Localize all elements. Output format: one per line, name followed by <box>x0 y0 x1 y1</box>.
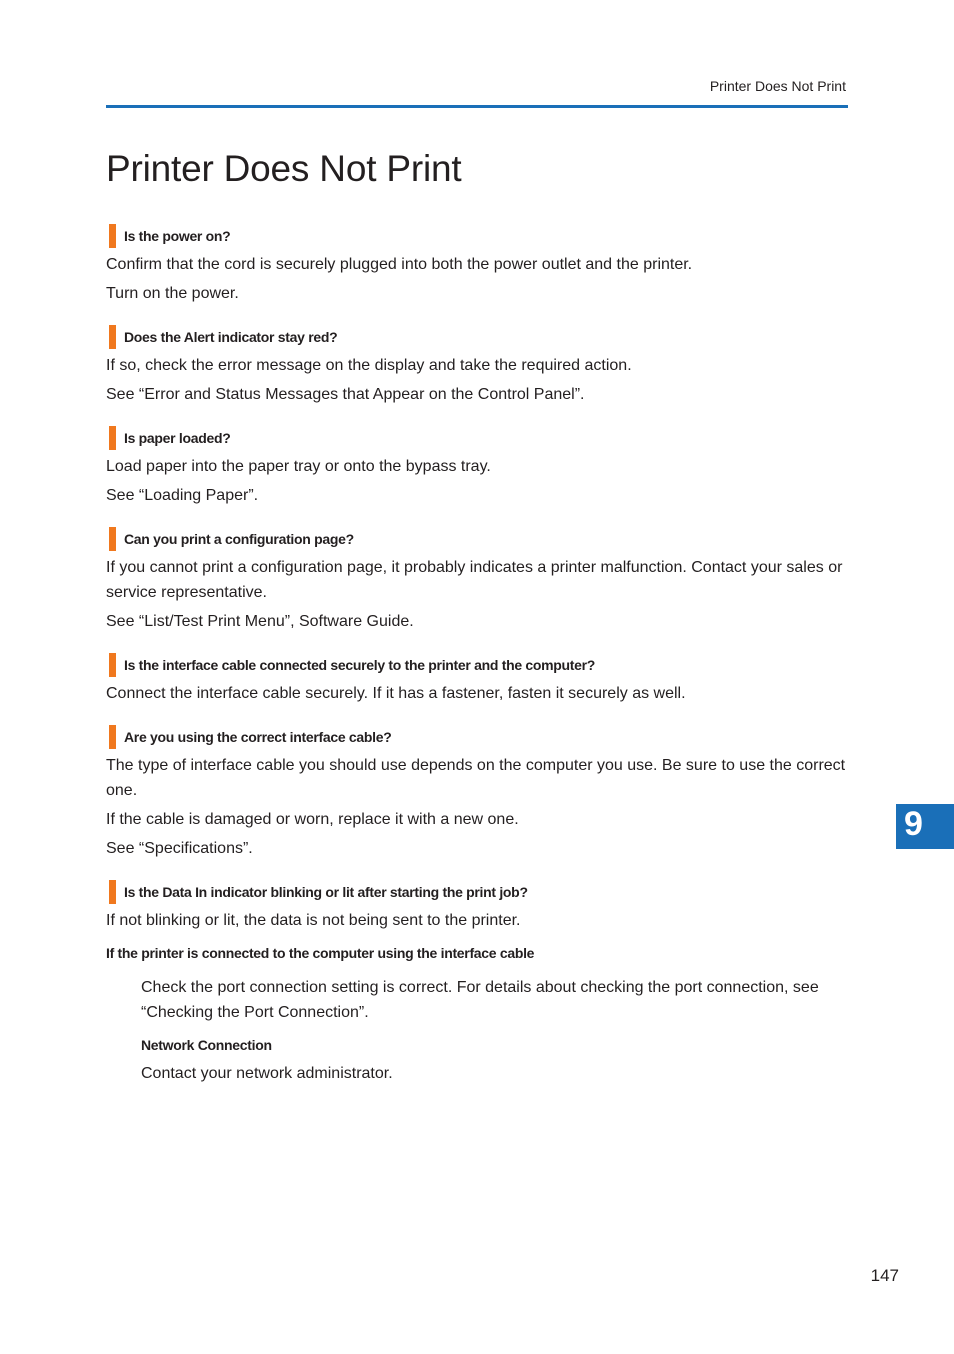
content-body <box>106 224 851 1105</box>
subheading: If the printer is connected to the computer using the interface cable <box>106 945 535 961</box>
paragraph: If you cannot print a configuration page, it probably indicates a printer malfunction. Contact your sales or service representative. <box>106 559 843 601</box>
subheading-network-connection: Network Connection <box>141 1037 272 1053</box>
heading-text: Is the Data In indicator blinking or lit after starting the print job? <box>124 884 528 900</box>
heading-marker <box>109 224 116 248</box>
section-paper-loaded <box>106 426 851 508</box>
section-heading <box>106 325 851 349</box>
running-header: Printer Does Not Print <box>709 78 846 94</box>
paragraph: The type of interface cable you should use depends on the computer you use. Be sure to use the correct one. <box>106 757 846 799</box>
heading-marker <box>109 880 116 904</box>
paragraph: If so, check the error message on the display and take the required action. <box>106 357 632 374</box>
section-interface-cable-connected <box>106 653 851 706</box>
page-number: 147 <box>870 1266 899 1285</box>
section-heading <box>106 224 851 248</box>
heading-text: Is the power on? <box>124 228 231 244</box>
section-heading <box>106 426 851 450</box>
heading-marker <box>109 325 116 349</box>
heading-text: Are you using the correct interface cable? <box>124 729 392 745</box>
paragraph: Turn on the power. <box>106 285 239 302</box>
heading-marker <box>109 426 116 450</box>
section-power <box>106 224 851 306</box>
paragraph: If not blinking or lit, the data is not being sent to the printer. <box>106 912 521 929</box>
paragraph: Confirm that the cord is securely plugged into both the power outlet and the printer. <box>106 256 693 273</box>
paragraph: Load paper into the paper tray or onto the bypass tray. <box>106 458 491 475</box>
heading-text: Is the interface cable connected securely to the printer and the computer? <box>124 657 596 673</box>
heading-text: Can you print a configuration page? <box>124 531 354 547</box>
heading-marker <box>109 725 116 749</box>
heading-marker <box>109 527 116 551</box>
section-configuration-page <box>106 527 851 634</box>
indented-block <box>106 975 851 1086</box>
section-alert-indicator <box>106 325 851 407</box>
section-data-in-indicator <box>106 880 851 1086</box>
header-rule <box>106 105 848 108</box>
paragraph: See “Loading Paper”. <box>106 487 259 504</box>
paragraph: See “Error and Status Messages that Appear on the Control Panel”. <box>106 386 585 403</box>
paragraph: See “List/Test Print Menu”, Software Guide. <box>106 613 414 630</box>
chapter-tab: 9 <box>896 804 954 849</box>
heading-marker <box>109 653 116 677</box>
heading-text: Is paper loaded? <box>124 430 231 446</box>
section-heading <box>106 527 851 551</box>
paragraph: Contact your network administrator. <box>141 1065 393 1082</box>
page-title: Printer Does Not Print <box>106 148 462 189</box>
heading-text: Does the Alert indicator stay red? <box>124 329 338 345</box>
section-correct-interface-cable <box>106 725 851 861</box>
paragraph: See “Specifications”. <box>106 840 253 857</box>
paragraph: Check the port connection setting is correct. For details about checking the port connection, see “Checking the Port Connection”. <box>141 979 819 1021</box>
paragraph: Connect the interface cable securely. If it has a fastener, fasten it securely as well. <box>106 685 686 702</box>
paragraph: If the cable is damaged or worn, replace it with a new one. <box>106 811 519 828</box>
section-heading <box>106 880 851 904</box>
section-heading <box>106 725 851 749</box>
section-heading <box>106 653 851 677</box>
